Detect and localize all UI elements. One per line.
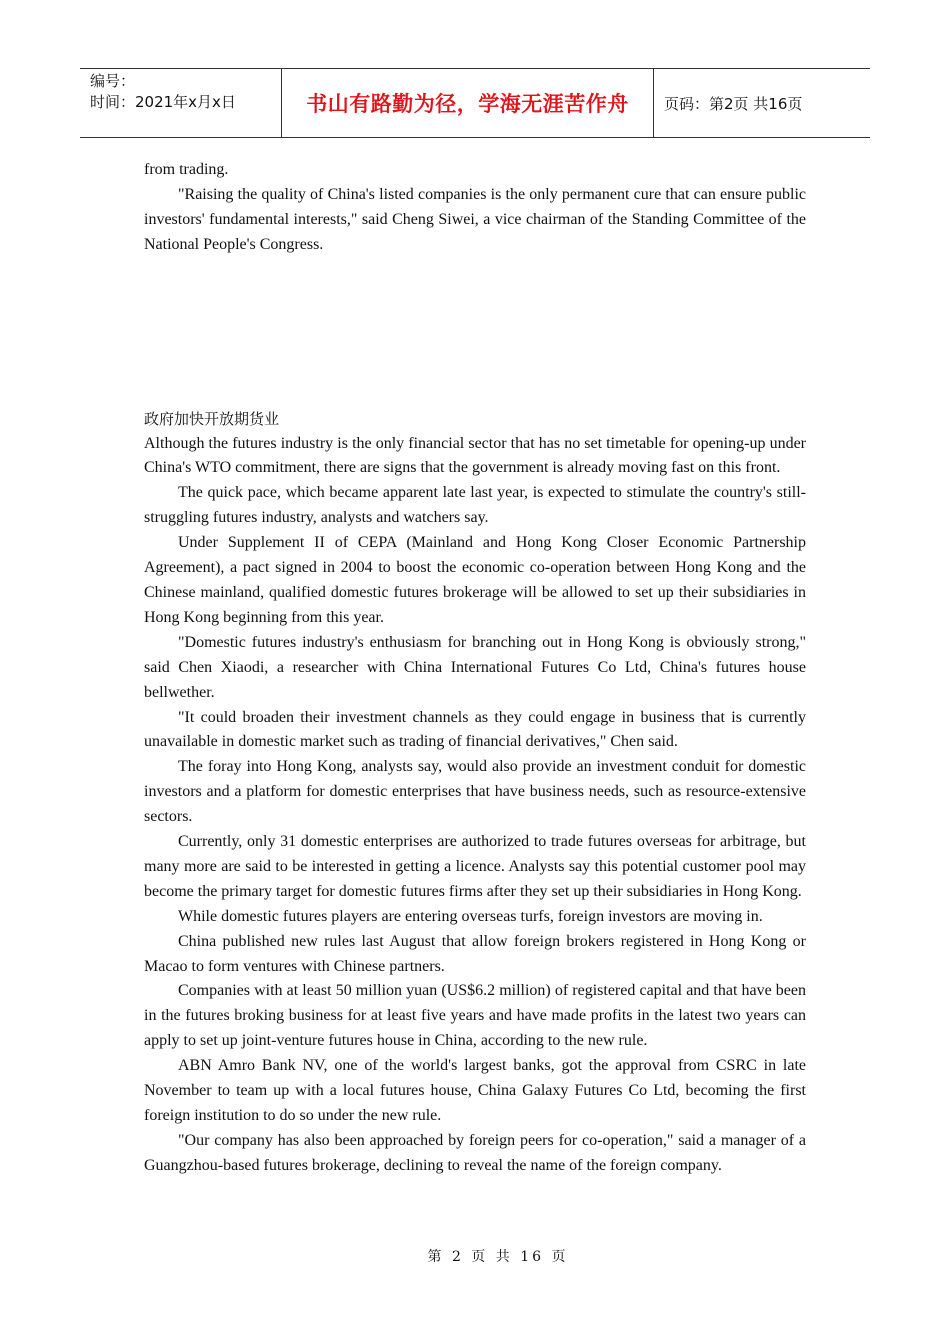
paragraph: "Domestic futures industry's enthusiasm for branching out in Hong Kong is obviously strong," said Chen Xiaodi, a researcher with China International Futures Co Ltd, China's futures house bellwether. — [144, 633, 806, 701]
paragraph: While domestic futures players are entering overseas turfs, foreign investors are moving in. — [178, 907, 763, 925]
section-title: 政府加快开放期货业 — [144, 409, 280, 428]
footer-page-number: 第 2 页 共 16 页 — [427, 1249, 569, 1265]
paragraph: The foray into Hong Kong, analysts say, would also provide an investment conduit for domestic investors and a platform for domestic enterprises that have business needs, such as resource-extensive sectors. — [144, 758, 806, 826]
header-page-label: 页码：第2页 共16页 — [664, 94, 803, 113]
document-number-label: 编号： — [90, 72, 136, 90]
paragraph: Although the futures industry is the only financial sector that has no set timetable for opening-up under China's WTO commitment, there are signs that the government is already moving fast on this front. — [144, 434, 806, 477]
paragraph: from trading. — [144, 161, 229, 178]
page-footer — [0, 1246, 950, 1266]
header-meta — [80, 69, 281, 137]
blank-space — [144, 258, 806, 407]
document-time-label: 时间：2021年x月x日 — [90, 93, 236, 111]
paragraph: "It could broaden their investment channels as they could engage in business that is currently unavailable in domestic market such as trading of financial derivatives," Chen said. — [144, 708, 806, 751]
document-body — [144, 158, 806, 1179]
header-page-cell — [654, 69, 870, 137]
paragraph: The quick pace, which became apparent late last year, is expected to stimulate the country's still-struggling futures industry, analysts and watchers say. — [144, 484, 806, 527]
header-motto-cell — [281, 69, 654, 137]
page-header — [80, 68, 870, 138]
paragraph: China published new rules last August that allow foreign brokers registered in Hong Kong or Macao to form ventures with Chinese partners. — [144, 932, 806, 975]
paragraph: ABN Amro Bank NV, one of the world's largest banks, got the approval from CSRC in late November to team up with a local futures house, China Galaxy Futures Co Ltd, becoming the first foreign institution to do so under the new rule. — [144, 1057, 806, 1124]
paragraph: "Our company has also been approached by foreign peers for co-operation," said a manager of a Guangzhou-based futures brokerage, declining to reveal the name of the foreign company. — [144, 1131, 806, 1174]
paragraph: Currently, only 31 domestic enterprises are authorized to trade futures overseas for arbitrage, but many more are said to be interested in getting a licence. Analysts say this potential customer pool may become the primary target for domestic futures firms after they set up their subsidiaries in Hong Kong. — [144, 833, 806, 900]
paragraph: Companies with at least 50 million yuan (US$6.2 million) of registered capital and that have been in the futures broking business for at least five years and have made profits in the latest two years can apply to set up joint-venture futures house in China, according to the new rule. — [144, 982, 806, 1050]
paragraph: "Raising the quality of China's listed companies is the only permanent cure that can ensure public investors' fundamental interests," said Cheng Siwei, a vice chairman of the Standing Committee of the National People's Congress. — [144, 185, 806, 253]
header-motto: 书山有路勤为径，学海无涯苦作舟 — [306, 92, 629, 116]
paragraph: Under Supplement II of CEPA (Mainland and Hong Kong Closer Economic Partnership Agreement), a pact signed in 2004 to boost the economic co-operation between Hong Kong and the Chinese mainland, qualified domestic futures brokerage will be allowed to set up their subsidiaries in Hong Kong beginning from this year. — [144, 534, 806, 626]
